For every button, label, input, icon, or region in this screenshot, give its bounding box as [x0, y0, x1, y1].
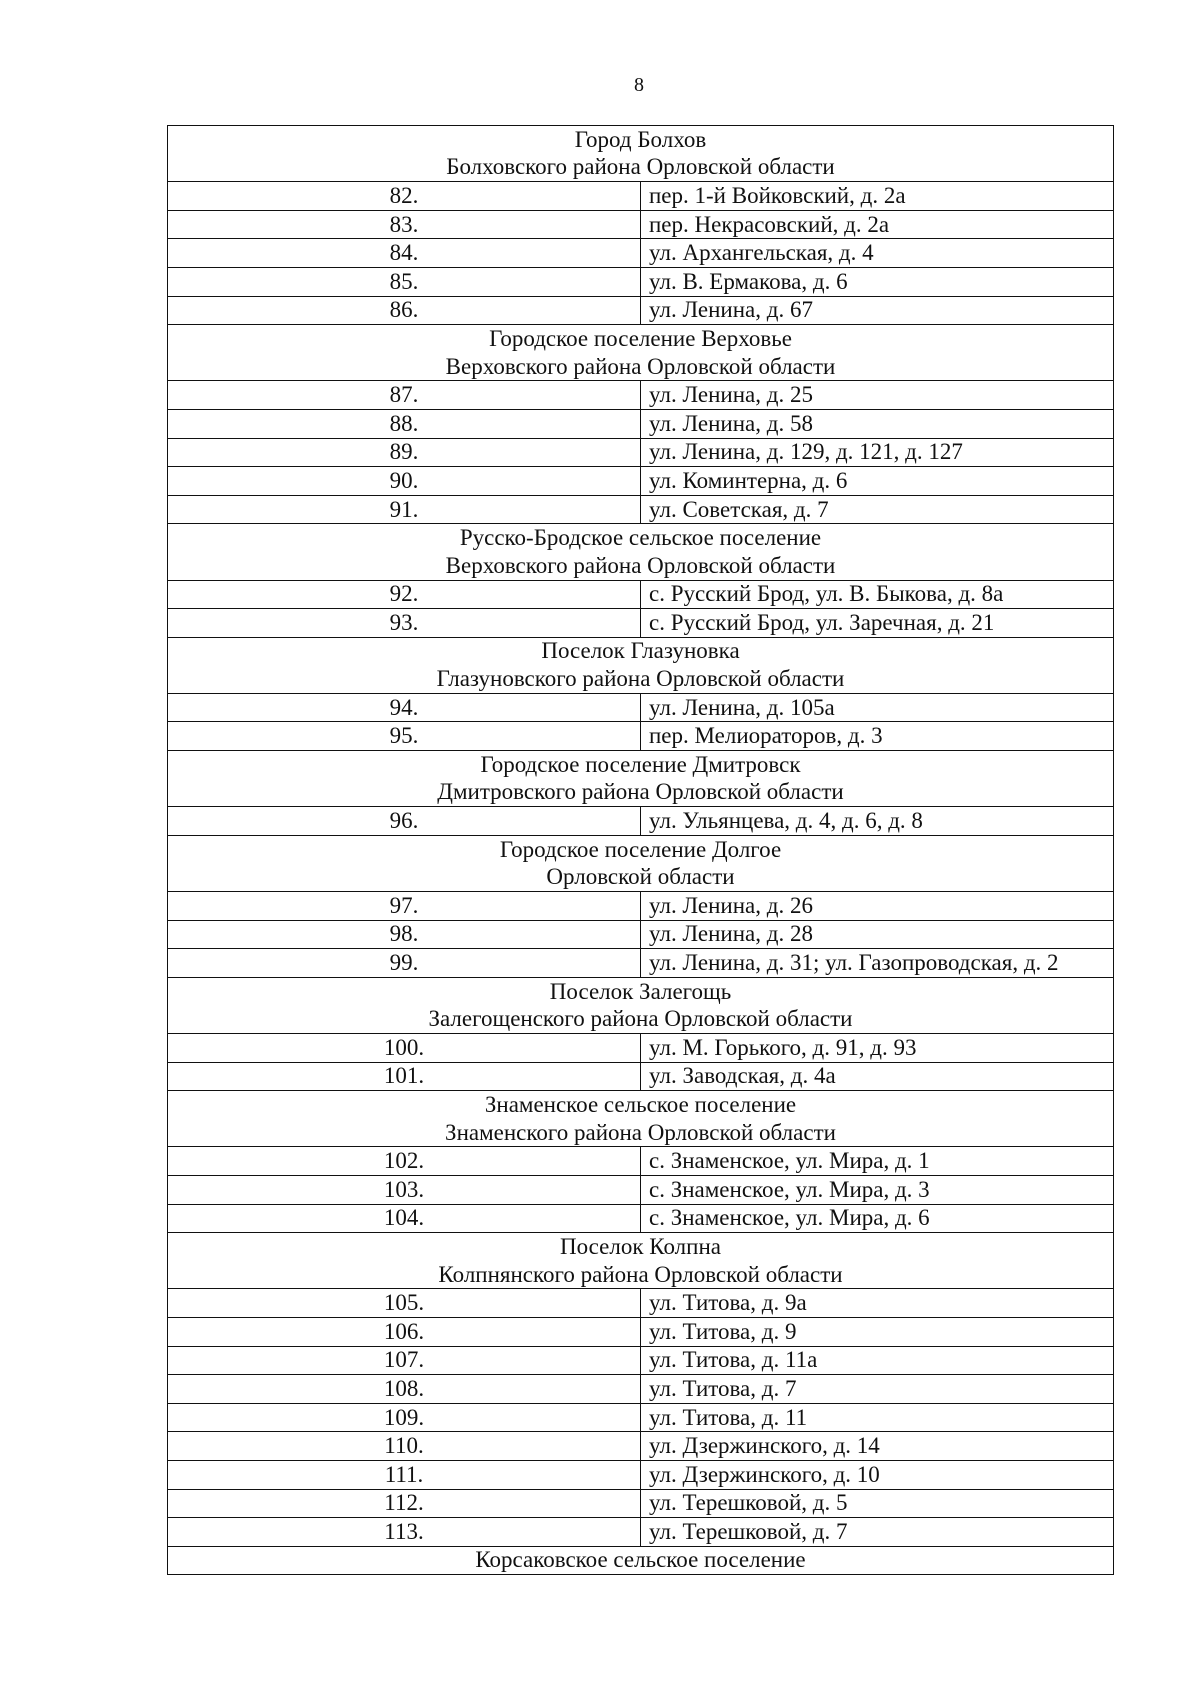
table-row [168, 609, 1114, 638]
address-table-body [168, 126, 1114, 1575]
section-title: Корсаковское сельское поселение [168, 1546, 1114, 1575]
row-address: пер. Некрасовский, д. 2а [641, 210, 1114, 239]
row-number: 91. [168, 495, 641, 524]
row-number: 102. [168, 1147, 641, 1176]
row-address: с. Русский Брод, ул. Заречная, д. 21 [641, 609, 1114, 638]
row-number: 95. [168, 722, 641, 751]
section-title: Городское поселение Верховье [168, 325, 1114, 353]
table-row [168, 807, 1114, 836]
table-row [168, 182, 1114, 211]
row-number: 89. [168, 438, 641, 467]
section-header-row [168, 751, 1114, 779]
table-row [168, 949, 1114, 978]
section-header-row [168, 1005, 1114, 1033]
section-title: Болховского района Орловской области [168, 154, 1114, 182]
row-number: 98. [168, 920, 641, 949]
row-address: ул. Ленина, д. 25 [641, 381, 1114, 410]
section-title: Орловской области [168, 863, 1114, 891]
row-number: 88. [168, 409, 641, 438]
table-row [168, 1204, 1114, 1233]
table-row [168, 409, 1114, 438]
row-number: 110. [168, 1432, 641, 1461]
table-row [168, 467, 1114, 496]
row-number: 103. [168, 1175, 641, 1204]
row-number: 83. [168, 210, 641, 239]
section-title: Городское поселение Долгое [168, 835, 1114, 863]
table-row [168, 1460, 1114, 1489]
row-number: 113. [168, 1518, 641, 1547]
table-row [168, 210, 1114, 239]
row-number: 112. [168, 1489, 641, 1518]
section-title: Русско-Бродское сельское поселение [168, 524, 1114, 552]
table-row [168, 1289, 1114, 1318]
section-header-row [168, 835, 1114, 863]
section-title: Колпнянского района Орловской области [168, 1261, 1114, 1289]
row-address: ул. Титова, д. 9 [641, 1317, 1114, 1346]
table-row [168, 1432, 1114, 1461]
row-number: 111. [168, 1460, 641, 1489]
section-header-row [168, 637, 1114, 665]
row-number: 99. [168, 949, 641, 978]
row-number: 93. [168, 609, 641, 638]
section-header-row [168, 1546, 1114, 1575]
row-address: ул. Дзержинского, д. 14 [641, 1432, 1114, 1461]
row-number: 108. [168, 1375, 641, 1404]
table-row [168, 1403, 1114, 1432]
row-number: 105. [168, 1289, 641, 1318]
section-title: Поселок Залегощь [168, 977, 1114, 1005]
section-header-row [168, 353, 1114, 381]
table-row [168, 920, 1114, 949]
row-number: 87. [168, 381, 641, 410]
table-row [168, 1317, 1114, 1346]
row-address: ул. Ленина, д. 105а [641, 693, 1114, 722]
section-title: Поселок Глазуновка [168, 637, 1114, 665]
row-number: 92. [168, 580, 641, 609]
row-address: с. Знаменское, ул. Мира, д. 6 [641, 1204, 1114, 1233]
section-header-row [168, 863, 1114, 891]
table-row [168, 580, 1114, 609]
section-header-row [168, 977, 1114, 1005]
row-address: ул. Терешковой, д. 7 [641, 1518, 1114, 1547]
section-header-row [168, 126, 1114, 154]
row-address: ул. Титова, д. 11 [641, 1403, 1114, 1432]
section-header-row [168, 1091, 1114, 1119]
section-title: Глазуновского района Орловской области [168, 665, 1114, 693]
table-row [168, 381, 1114, 410]
row-address: ул. Ленина, д. 129, д. 121, д. 127 [641, 438, 1114, 467]
row-address: ул. Дзержинского, д. 10 [641, 1460, 1114, 1489]
table-row [168, 1062, 1114, 1091]
row-address: ул. Коминтерна, д. 6 [641, 467, 1114, 496]
row-address: с. Знаменское, ул. Мира, д. 3 [641, 1175, 1114, 1204]
table-row [168, 1375, 1114, 1404]
section-title: Городское поселение Дмитровск [168, 751, 1114, 779]
row-number: 100. [168, 1034, 641, 1063]
section-header-row [168, 1119, 1114, 1147]
section-title: Залегощенского района Орловской области [168, 1005, 1114, 1033]
row-address: с. Знаменское, ул. Мира, д. 1 [641, 1147, 1114, 1176]
row-address: ул. Архангельская, д. 4 [641, 239, 1114, 268]
table-row [168, 693, 1114, 722]
section-title: Город Болхов [168, 126, 1114, 154]
section-header-row [168, 1261, 1114, 1289]
row-address: ул. Советская, д. 7 [641, 495, 1114, 524]
table-row [168, 892, 1114, 921]
section-title: Верховского района Орловской области [168, 552, 1114, 580]
row-number: 86. [168, 296, 641, 325]
row-address: ул. Ленина, д. 58 [641, 409, 1114, 438]
row-address: ул. Ленина, д. 28 [641, 920, 1114, 949]
row-address: ул. Терешковой, д. 5 [641, 1489, 1114, 1518]
table-row [168, 438, 1114, 467]
table-row [168, 296, 1114, 325]
section-header-row [168, 524, 1114, 552]
row-address: ул. Ленина, д. 67 [641, 296, 1114, 325]
section-header-row [168, 154, 1114, 182]
section-title: Верховского района Орловской области [168, 353, 1114, 381]
row-address: ул. Титова, д. 11а [641, 1346, 1114, 1375]
section-header-row [168, 325, 1114, 353]
section-title: Дмитровского района Орловской области [168, 779, 1114, 807]
row-address: ул. М. Горького, д. 91, д. 93 [641, 1034, 1114, 1063]
row-address: ул. Ульянцева, д. 4, д. 6, д. 8 [641, 807, 1114, 836]
row-number: 104. [168, 1204, 641, 1233]
row-number: 101. [168, 1062, 641, 1091]
section-title: Знаменского района Орловской области [168, 1119, 1114, 1147]
row-address: ул. Ленина, д. 31; ул. Газопроводская, д. 2 [641, 949, 1114, 978]
table-row [168, 267, 1114, 296]
row-number: 107. [168, 1346, 641, 1375]
section-title: Знаменское сельское поселение [168, 1091, 1114, 1119]
table-row [168, 1034, 1114, 1063]
address-table [167, 125, 1114, 1575]
section-header-row [168, 552, 1114, 580]
table-row [168, 239, 1114, 268]
row-address: ул. Заводская, д. 4а [641, 1062, 1114, 1091]
row-number: 82. [168, 182, 641, 211]
row-address: пер. Мелиораторов, д. 3 [641, 722, 1114, 751]
table-row [168, 1175, 1114, 1204]
row-address: ул. В. Ермакова, д. 6 [641, 267, 1114, 296]
row-address: ул. Титова, д. 9а [641, 1289, 1114, 1318]
row-address: ул. Титова, д. 7 [641, 1375, 1114, 1404]
row-address: пер. 1-й Войковский, д. 2а [641, 182, 1114, 211]
section-header-row [168, 1233, 1114, 1261]
row-number: 90. [168, 467, 641, 496]
row-number: 94. [168, 693, 641, 722]
row-number: 96. [168, 807, 641, 836]
section-title: Поселок Колпна [168, 1233, 1114, 1261]
table-row [168, 1489, 1114, 1518]
table-row [168, 1346, 1114, 1375]
row-number: 85. [168, 267, 641, 296]
table-row [168, 1147, 1114, 1176]
row-number: 106. [168, 1317, 641, 1346]
page-number: 8 [634, 74, 644, 96]
table-row [168, 722, 1114, 751]
row-number: 109. [168, 1403, 641, 1432]
section-header-row [168, 779, 1114, 807]
row-number: 84. [168, 239, 641, 268]
table-row [168, 495, 1114, 524]
table-row [168, 1518, 1114, 1547]
row-number: 97. [168, 892, 641, 921]
row-address: ул. Ленина, д. 26 [641, 892, 1114, 921]
row-address: с. Русский Брод, ул. В. Быкова, д. 8а [641, 580, 1114, 609]
section-header-row [168, 665, 1114, 693]
